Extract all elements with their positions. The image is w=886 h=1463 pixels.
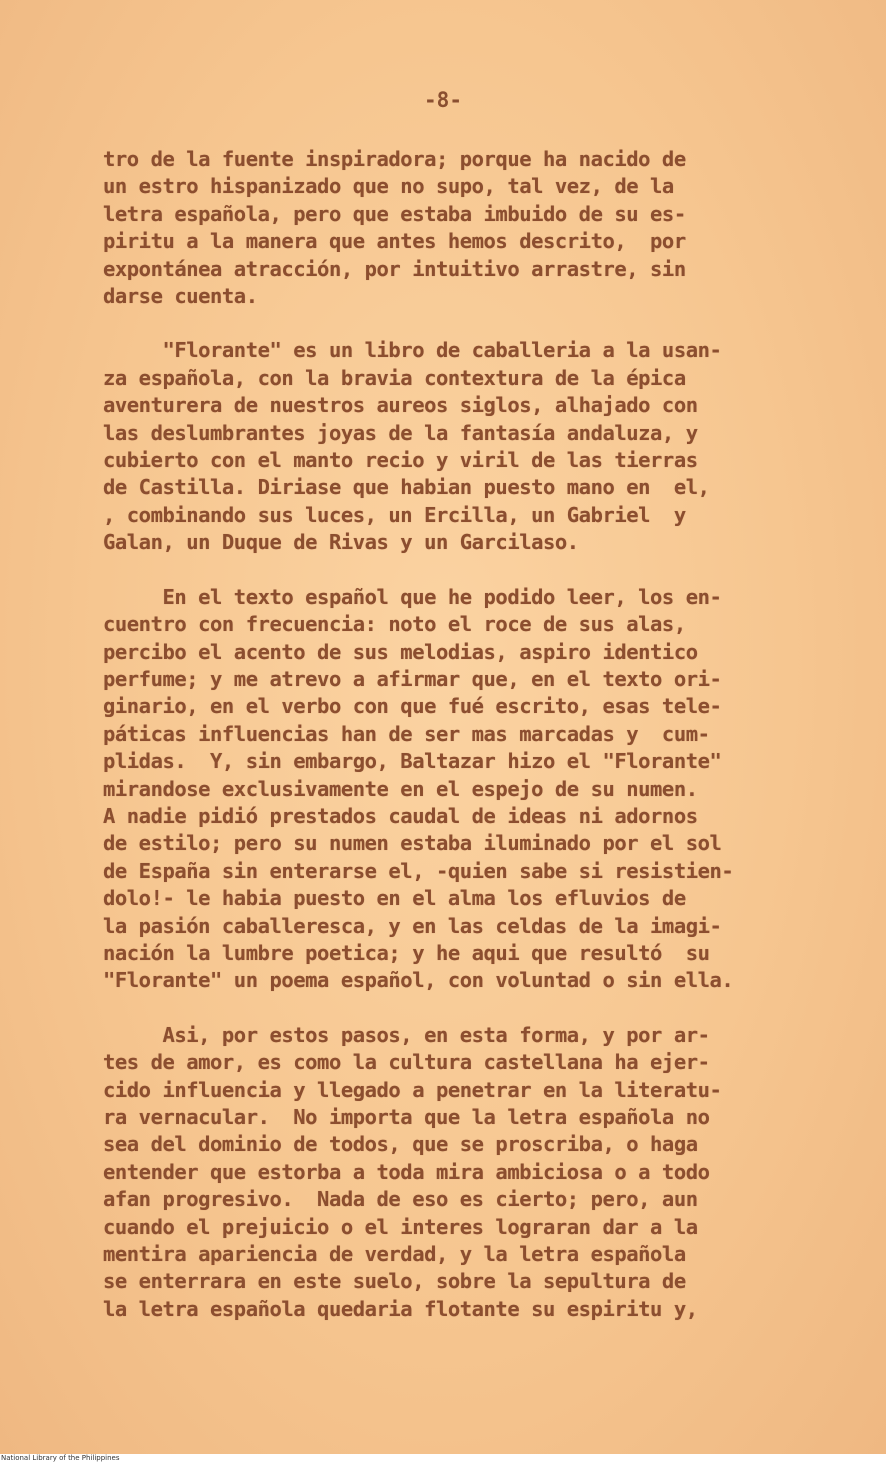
body-text <box>103 146 823 1350</box>
paragraph <box>103 146 823 310</box>
text-line: las deslumbrantes joyas de la fantasía andaluza, y <box>103 420 698 445</box>
page-number: -8- <box>424 88 462 112</box>
text-line: nación la lumbre poetica; y he aqui que resultó su <box>103 940 710 965</box>
text-line: sea del dominio de todos, que se proscriba, o haga <box>103 1132 698 1157</box>
text-line: cuando el prejuicio o el interes lograran dar a la <box>103 1214 698 1239</box>
text-line: darse cuenta. <box>103 284 258 309</box>
paragraph <box>103 584 823 995</box>
text-line: tes de amor, es como la cultura castellana ha ejer- <box>103 1050 710 1075</box>
text-line: Asi, por estos pasos, en esta forma, y por ar- <box>103 1022 710 1047</box>
text-line: la pasión caballeresca, y en las celdas de la imagi- <box>103 913 722 938</box>
text-line: letra española, pero que estaba imbuido de su es- <box>103 201 686 226</box>
text-line: perfume; y me atrevo a afirmar que, en el texto ori- <box>103 666 722 691</box>
paragraph <box>103 337 823 556</box>
text-line: la letra española quedaria flotante su espiritu y, <box>103 1296 698 1321</box>
text-line: A nadie pidió prestados caudal de ideas ni adornos <box>103 803 698 828</box>
footer-credit: National Library of the Philippines <box>0 1454 886 1463</box>
text-line: de estilo; pero su numen estaba iluminado por el sol <box>103 831 722 856</box>
text-line: aventurera de nuestros aureos siglos, alhajado con <box>103 393 698 418</box>
text-line: za española, con la bravia contextura de la épica <box>103 365 686 390</box>
text-line: Galan, un Duque de Rivas y un Garcilaso. <box>103 530 579 555</box>
text-line: "Florante" un poema español, con voluntad o sin ella. <box>103 968 734 993</box>
text-line: dolo!- le habia puesto en el alma los efluvios de <box>103 886 686 911</box>
text-line: de Castilla. Diriase que habian puesto mano en el, <box>103 475 710 500</box>
text-line: piritu a la manera que antes hemos descrito, por <box>103 229 686 254</box>
text-line: En el texto español que he podido leer, los en- <box>103 584 722 609</box>
text-line: cuentro con frecuencia: noto el roce de sus alas, <box>103 612 686 637</box>
text-line: plidas. Y, sin embargo, Baltazar hizo el "Florante" <box>103 749 722 774</box>
text-line: páticas influencias han de ser mas marcadas y cum- <box>103 721 710 746</box>
text-line: expontánea atracción, por intuitivo arrastre, sin <box>103 256 686 281</box>
text-line: tro de la fuente inspiradora; porque ha nacido de <box>103 147 686 171</box>
text-line: percibo el acento de sus melodias, aspiro identico <box>103 639 698 664</box>
text-line: ra vernacular. No importa que la letra española no <box>103 1105 710 1129</box>
text-line: de España sin enterarse el, -quien sabe si resistien- <box>103 858 734 883</box>
text-line: entender que estorba a toda mira ambiciosa o a todo <box>103 1159 710 1184</box>
text-line: un estro hispanizado que no supo, tal vez, de la <box>103 174 674 199</box>
text-line: ginario, en el verbo con que fué escrito, esas tele- <box>103 694 722 719</box>
text-line: afan progresivo. Nada de eso es cierto; pero, aun <box>103 1187 698 1212</box>
text-line: mirandose exclusivamente en el espejo de su numen. <box>103 776 698 801</box>
paragraph <box>103 1022 823 1323</box>
text-line: se enterrara en este suelo, sobre la sepultura de <box>103 1269 686 1294</box>
text-line: mentira apariencia de verdad, y la letra española <box>103 1242 686 1267</box>
text-line: cubierto con el manto recio y viril de las tierras <box>103 448 698 473</box>
text-line: cido influencia y llegado a penetrar en la literatu- <box>103 1077 722 1102</box>
text-line: , combinando sus luces, un Ercilla, un Gabriel y <box>103 502 686 527</box>
text-line: "Florante" es un libro de caballeria a la usan- <box>103 338 722 363</box>
